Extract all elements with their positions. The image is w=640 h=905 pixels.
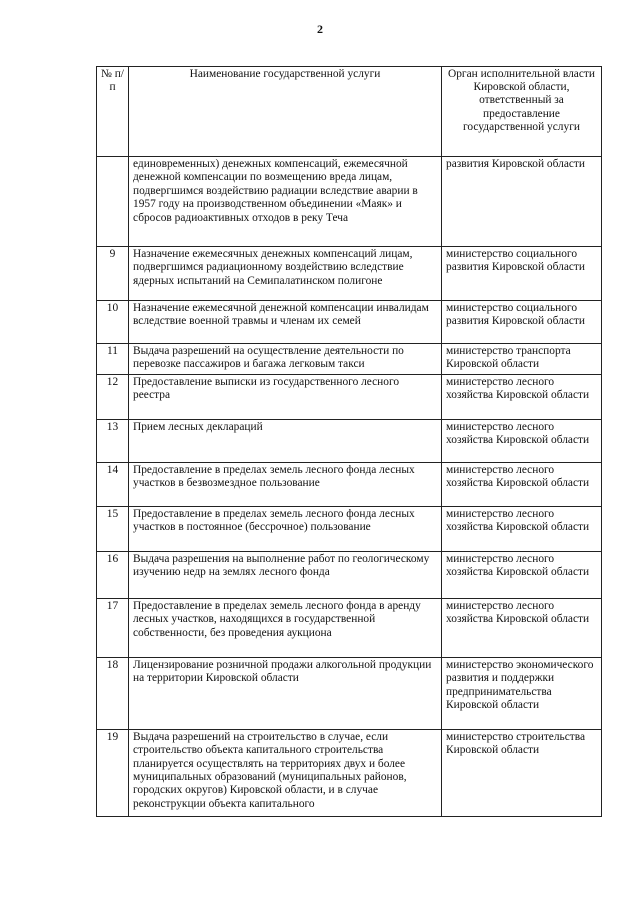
- table-row: [97, 344, 602, 375]
- table-row: [97, 657, 602, 729]
- row-number: 19: [97, 729, 129, 816]
- service-name: Предоставление в пределах земель лесного фонда лесных участков в безвозмездное пользование: [129, 462, 442, 506]
- responsible-authority: министерство строительства Кировской области: [442, 729, 602, 816]
- responsible-authority: министерство транспорта Кировской области: [442, 344, 602, 375]
- row-number: 13: [97, 419, 129, 462]
- service-name: Лицензирование розничной продажи алкогольной продукции на территории Кировской области: [129, 657, 442, 729]
- row-number: [97, 157, 129, 247]
- row-number: 12: [97, 374, 129, 419]
- row-number: 11: [97, 344, 129, 375]
- responsible-authority: министерство лесного хозяйства Кировской области: [442, 419, 602, 462]
- row-number: 10: [97, 301, 129, 344]
- service-name: Предоставление в пределах земель лесного фонда в аренду лесных участков, находящихся в государственной собственности, без проведения аукциона: [129, 598, 442, 657]
- header-number: № п/п: [97, 67, 129, 157]
- row-number: 9: [97, 247, 129, 301]
- table-header-row: [97, 67, 602, 157]
- responsible-authority: министерство лесного хозяйства Кировской области: [442, 506, 602, 551]
- table-row: [97, 247, 602, 301]
- responsible-authority: министерство лесного хозяйства Кировской области: [442, 462, 602, 506]
- responsible-authority: министерство социального развития Кировской области: [442, 301, 602, 344]
- page-number: 2: [317, 22, 323, 36]
- responsible-authority: министерство лесного хозяйства Кировской области: [442, 374, 602, 419]
- table-row: [97, 729, 602, 816]
- table-row: [97, 551, 602, 598]
- responsible-authority: развития Кировской области: [442, 157, 602, 247]
- row-number: 16: [97, 551, 129, 598]
- header-service-name: Наименование государственной услуги: [129, 67, 442, 157]
- responsible-authority: министерство экономического развития и поддержки предпринимательства Кировской области: [442, 657, 602, 729]
- responsible-authority: министерство лесного хозяйства Кировской области: [442, 551, 602, 598]
- service-name: Предоставление выписки из государственного лесного реестра: [129, 374, 442, 419]
- service-name: Назначение ежемесячных денежных компенсаций лицам, подвергшимся радиационному воздействию вследствие ядерных испытаний на Семипалатинском полигоне: [129, 247, 442, 301]
- row-number: 14: [97, 462, 129, 506]
- service-name: Выдача разрешения на выполнение работ по геологическому изучению недр на землях лесного фонда: [129, 551, 442, 598]
- responsible-authority: министерство лесного хозяйства Кировской области: [442, 598, 602, 657]
- service-name: Выдача разрешений на строительство в случае, если строительство объекта капитального строительства планируется осуществлять на территориях двух и более муниципальных образований (муниципальных районов, городских округов) Кировской области, и в случае реконструкции объекта капитального: [129, 729, 442, 816]
- service-name: единовременных) денежных компенсаций, ежемесячной денежной компенсации по возмещению вреда лицам, подвергшимся воздействию радиации вследствие аварии в 1957 году на производственном объединении «Маяк» и сбросов радиоактивных отходов в реку Теча: [129, 157, 442, 247]
- row-number: 17: [97, 598, 129, 657]
- service-name: Предоставление в пределах земель лесного фонда лесных участков в постоянное (бессрочное) пользование: [129, 506, 442, 551]
- service-name: Назначение ежемесячной денежной компенсации инвалидам вследствие военной травмы и членам их семей: [129, 301, 442, 344]
- table-row: [97, 419, 602, 462]
- responsible-authority: министерство социального развития Кировской области: [442, 247, 602, 301]
- table-row: [97, 598, 602, 657]
- header-responsible-authority: Орган исполнительной власти Кировской области, ответственный за предоставление государственной услуги: [442, 67, 602, 157]
- row-number: 15: [97, 506, 129, 551]
- table-row: [97, 462, 602, 506]
- row-number: 18: [97, 657, 129, 729]
- table-row: [97, 301, 602, 344]
- services-table: [96, 66, 602, 817]
- table-row: [97, 506, 602, 551]
- service-name: Прием лесных деклараций: [129, 419, 442, 462]
- table-row: [97, 157, 602, 247]
- service-name: Выдача разрешений на осуществление деятельности по перевозке пассажиров и багажа легковым такси: [129, 344, 442, 375]
- table-row: [97, 374, 602, 419]
